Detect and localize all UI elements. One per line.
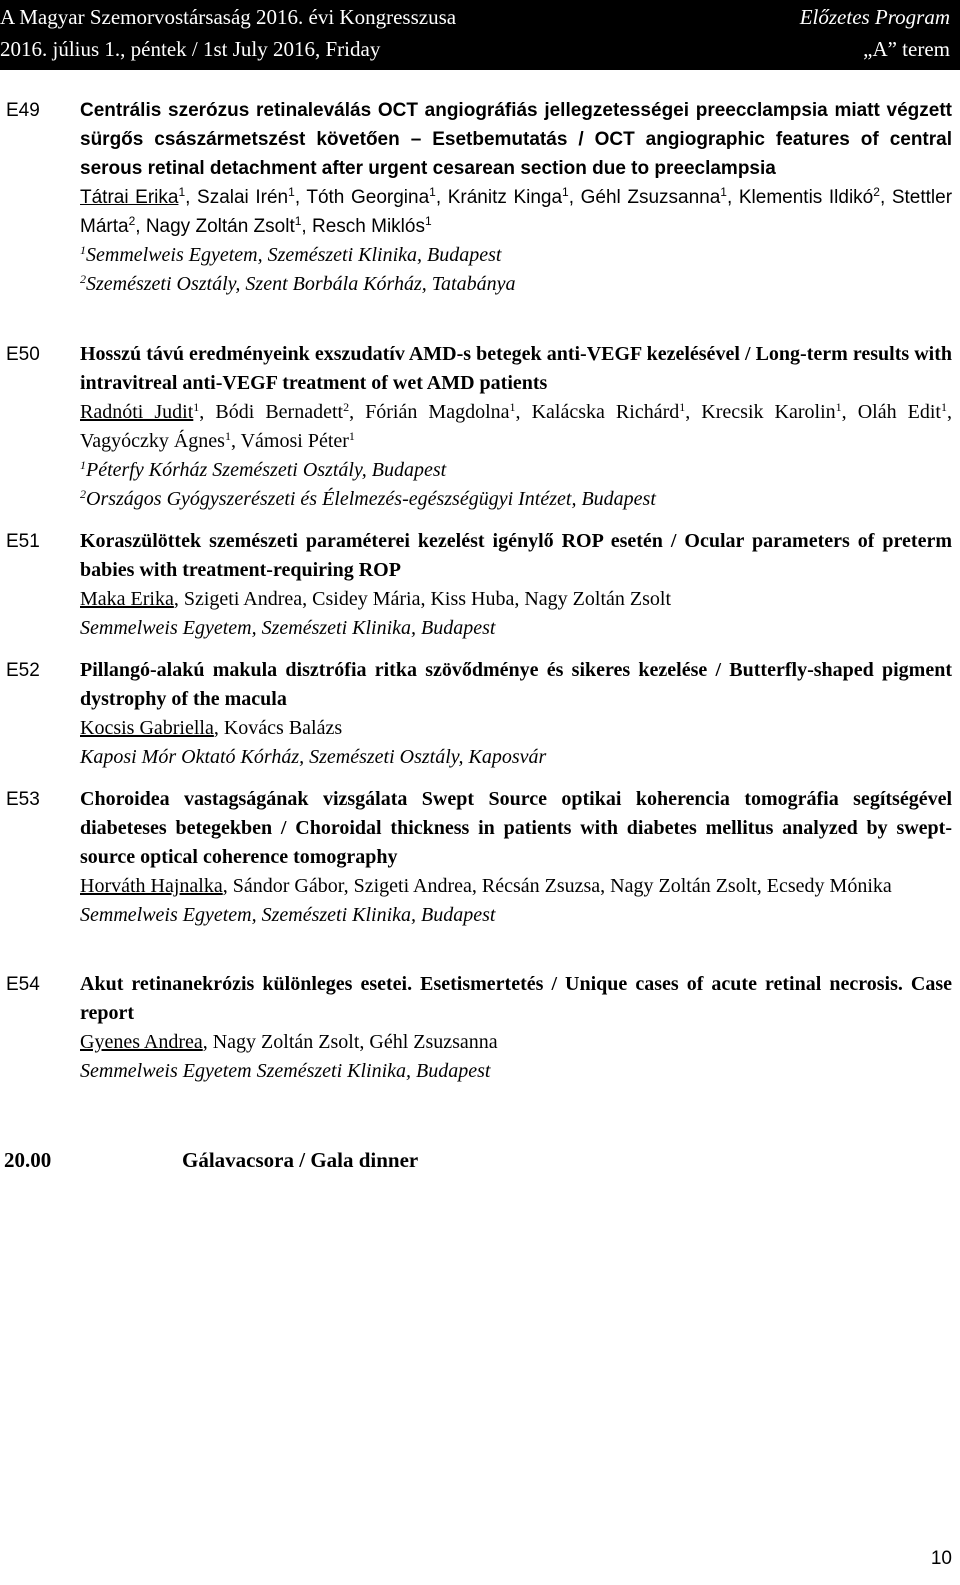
author-sup: 1	[429, 185, 436, 199]
author-name: Oláh Edit	[857, 401, 941, 423]
author-sup: 1	[424, 214, 432, 228]
author-name: Vámosi Péter	[240, 430, 349, 452]
session-date: 2016. július 1., péntek / 1st July 2016, Friday	[0, 37, 381, 61]
author-sup: 1	[224, 429, 231, 443]
gala-label: Gálavacsora / Gala dinner	[182, 1148, 419, 1172]
affiliation-sup: 2	[80, 487, 86, 501]
presenter-name: Kocsis Gabriella	[80, 717, 214, 739]
author-sup: 1	[193, 400, 200, 414]
abstract-authors	[80, 872, 952, 901]
conference-title: A Magyar Szemorvostársaság 2016. évi Kongresszusa	[0, 5, 457, 29]
author-name: Resch Miklós	[311, 216, 425, 237]
abstract-affiliation: Semmelweis Egyetem Szemészeti Klinika, Budapest	[80, 1060, 491, 1082]
author-sup: 2	[343, 400, 350, 414]
abstract-code: E53	[6, 789, 40, 810]
abstract-code: E49	[6, 100, 40, 121]
abstract-affiliation	[80, 456, 952, 485]
abstract-affiliation	[80, 241, 952, 270]
affiliation-text: Péterfy Kórház Szemészeti Osztály, Budapest	[86, 459, 447, 481]
author-name: Szalai Irén	[197, 187, 289, 208]
abstract-authors: Radnóti Judit$^1$, Bódi Bernadett$^2$, Fórián Magdolna$^1$, Kalácska Richárd$^1$, Krecsik Karolin$^1$, Oláh Edit$^1$, Vagyóczky Ágnes$^1$, Vámosi Péter$^1$	[80, 400, 952, 452]
author-sup: 1	[348, 429, 355, 443]
coauthors: , Kovács Balázs	[213, 717, 343, 739]
page-number: 10	[930, 1548, 952, 1569]
author-name: Vagyóczky Ágnes	[80, 430, 225, 452]
author-sup: 1	[288, 185, 295, 199]
author-sup: 1	[509, 400, 516, 414]
presenter-name: Maka Erika	[80, 588, 174, 610]
author-sup: 1	[294, 214, 302, 228]
presenter-name: Horváth Hajnalka	[80, 875, 223, 897]
author-sup: 1	[720, 185, 727, 199]
abstract-affiliation: Semmelweis Egyetem, Szemészeti Klinika, Budapest	[80, 904, 496, 926]
author-sup: 1	[679, 400, 686, 414]
affiliation-text: Országos Gyógyszerészeti és Élelmezés-egészségügyi Intézet, Budapest	[86, 488, 656, 510]
author-name: Tátrai Erika	[80, 187, 179, 208]
page-header	[0, 0, 960, 70]
abstract-title: Centrális szerózus retinaleválás OCT angiográfiás jellegzetességei preecclampsia miatt végzett sürgős császármetszést követően – Esetbemutatás / OCT angiographic features of central serous retinal detachment after urgent cesarean section due to preeclampsia	[80, 100, 952, 179]
author-name: Kránitz Kinga	[447, 187, 563, 208]
author-name: Tóth Georgina	[306, 187, 430, 208]
gala-time: 20.00	[4, 1148, 52, 1172]
author-name: Radnóti Judit	[80, 401, 194, 423]
coauthors: , Szigeti Andrea, Csidey Mária, Kiss Huba, Nagy Zoltán Zsolt	[173, 588, 671, 610]
coauthors: , Sándor Gábor, Szigeti Andrea, Récsán Zsuzsa, Nagy Zoltán Zsolt, Ecsedy Mónika	[222, 875, 892, 897]
author-name: Nagy Zoltán Zsolt	[145, 216, 295, 237]
coauthors: , Nagy Zoltán Zsolt, Géhl Zsuzsanna	[202, 1031, 498, 1053]
author-sup: 1	[835, 400, 842, 414]
abstract-authors	[80, 585, 952, 614]
abstract-authors	[80, 1028, 952, 1057]
author-name: Fórián Magdolna	[365, 401, 510, 423]
abstract-body	[80, 340, 952, 514]
abstract-affiliation: Kaposi Mór Oktató Kórház, Szemészeti Osztály, Kaposvár	[80, 746, 547, 768]
abstract-title: Akut retinanekrózis különleges esetei. Esetismertetés / Unique cases of acute retinal necrosis. Case report	[80, 973, 952, 1024]
header-row-date	[0, 34, 960, 64]
affiliation-text: Szemészeti Osztály, Szent Borbála Kórház, Tatabánya	[86, 273, 516, 295]
abstract-title: Hosszú távú eredményeink exszudatív AMD-s betegek anti-VEGF kezelésével / Long-term results with intravitreal anti-VEGF treatment of wet AMD patients	[80, 343, 952, 394]
author-name: Géhl Zsuzsanna	[580, 187, 721, 208]
abstract-code: E50	[6, 344, 40, 365]
author-sup: 1	[941, 400, 947, 414]
author-name: Stettler Márta	[80, 187, 953, 237]
abstract-body	[80, 656, 952, 772]
abstract-authors: Tátrai Erika$^1$, Szalai Irén$^1$, Tóth Georgina$^1$, Kránitz Kinga$^1$, Géhl Zsuzsanna$^1$, Klementis Ildikó$^2$, Stettler Márta$^2$, Nagy Zoltán Zsolt$^1$, Resch Miklós$^1$	[80, 185, 953, 237]
abstract-affiliation: Semmelweis Egyetem, Szemészeti Klinika, Budapest	[80, 617, 496, 639]
affiliation-sup: 1	[80, 243, 86, 257]
affiliation-sup: 1	[80, 458, 86, 472]
abstract-code: E52	[6, 660, 40, 681]
abstract-body	[80, 785, 952, 930]
abstract-title: Koraszülöttek szemészeti paraméterei kezelést igénylő ROP esetén / Ocular parameters of preterm babies with treatment-requiring ROP	[80, 530, 952, 581]
author-name: Klementis Ildikó	[738, 187, 874, 208]
abstract-title: Pillangó-alakú makula disztrófia ritka szövődménye és sikeres kezelése / Butterfly-shaped pigment dystrophy of the macula	[80, 659, 952, 710]
abstract-authors	[80, 714, 952, 743]
abstract-code: E54	[6, 974, 40, 995]
presenter-name: Gyenes Andrea	[80, 1031, 203, 1053]
header-row-conference	[0, 2, 960, 32]
abstract-body	[80, 970, 952, 1086]
author-sup: 2	[128, 214, 136, 228]
room-label: „A” terem	[863, 37, 950, 61]
abstract-code: E51	[6, 531, 40, 552]
abstract-body	[80, 527, 952, 643]
affiliation-sup: 2	[80, 272, 86, 286]
author-sup: 1	[178, 185, 186, 199]
author-name: Krecsik Karolin	[701, 401, 836, 423]
abstract-title: Choroidea vastagságának vizsgálata Swept Source optikai koherencia tomográfia segítségével diabeteses betegekben / Choroidal thickness in patients with diabetes mellitus analyzed by swept-source optical coherence tomography	[80, 788, 952, 868]
program-label: Előzetes Program	[799, 5, 950, 29]
abstract-affiliation	[80, 485, 952, 514]
author-sup: 1	[562, 185, 569, 199]
abstract-body	[80, 96, 952, 299]
affiliation-text: Semmelweis Egyetem, Szemészeti Klinika, Budapest	[86, 244, 502, 266]
author-name: Bódi Bernadett	[215, 401, 344, 423]
author-name: Kalácska Richárd	[531, 401, 680, 423]
abstract-affiliation	[80, 270, 952, 299]
author-sup: 2	[873, 185, 880, 199]
